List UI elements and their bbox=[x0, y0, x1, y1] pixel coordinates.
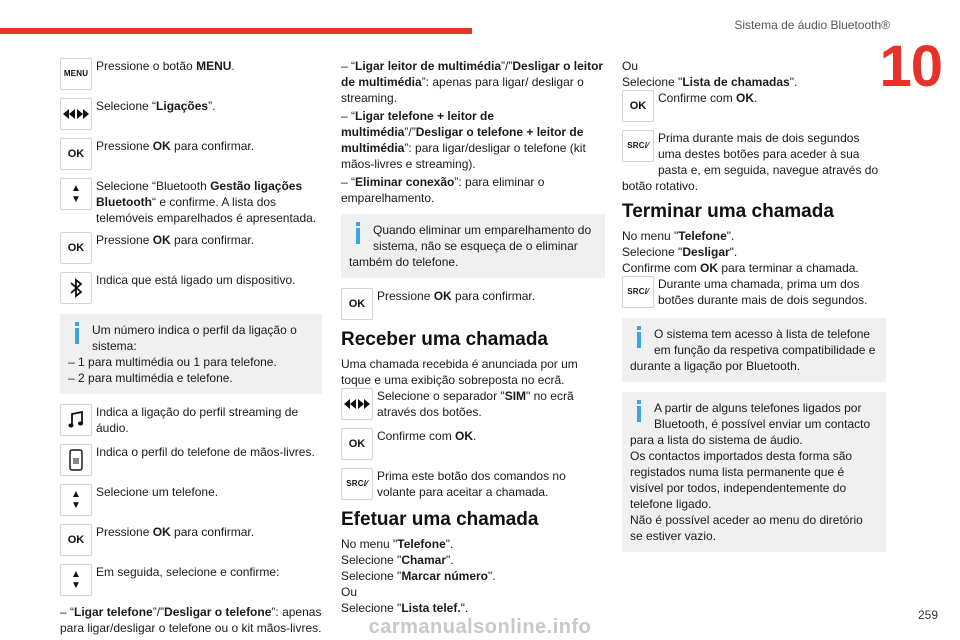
text: ”/” bbox=[404, 125, 416, 139]
ok-button-icon: OK bbox=[341, 428, 373, 460]
text-bold: Ligar leitor de multimédia bbox=[355, 59, 502, 73]
src-steering-button-icon: SRC/⁄ bbox=[622, 276, 654, 308]
step-ok bbox=[60, 138, 322, 172]
text: para confirmar. bbox=[451, 289, 536, 303]
text-bold: Gestão ligações Bluetooth bbox=[96, 179, 303, 209]
ok-button-icon: OK bbox=[60, 524, 92, 556]
info-icon bbox=[630, 326, 648, 348]
menu-button-icon: MENU bbox=[60, 58, 92, 90]
text: “ e confirme. A lista dos telemóveis emparelhados é apresentada. bbox=[96, 195, 317, 225]
info-box-contacts bbox=[622, 392, 886, 552]
text: No menu " bbox=[341, 537, 398, 551]
info-text: Quando eliminar um emparelhamento do sistema, não se esqueça de o eliminar também do telefone. bbox=[349, 223, 592, 269]
line bbox=[341, 536, 605, 552]
text: Pressione bbox=[96, 139, 153, 153]
step-ok-3 bbox=[60, 524, 322, 558]
text: Prima durante mais de dois segundos uma destes botões para aceder à sua pasta e, em seguida, navegue através do botão rotativo. bbox=[622, 131, 879, 193]
heading-make-call: Efetuar uma chamada bbox=[341, 509, 539, 530]
text-bold: Marcar número bbox=[401, 569, 489, 583]
text: Selecione “Bluetooth bbox=[96, 179, 211, 193]
audio-streaming-row bbox=[60, 404, 322, 438]
text-bold: OK bbox=[152, 233, 171, 247]
text-bold: Eliminar conexão bbox=[355, 175, 455, 189]
text-bold: Desligar bbox=[682, 245, 730, 259]
text: ”: para ligar/desligar o telefone (kit mãos-livres e streaming). bbox=[341, 141, 586, 171]
left-right-arrows-icon bbox=[60, 98, 92, 130]
text-bold: OK bbox=[152, 525, 171, 539]
text: ". bbox=[446, 553, 454, 567]
text-bold: OK bbox=[455, 429, 474, 443]
step-confirm-ok bbox=[341, 428, 605, 462]
text: ”: apenas para ligar/ desligar o streaming. bbox=[341, 75, 584, 105]
line bbox=[622, 74, 886, 90]
info-list-item: – 2 para multimédia e telefone. bbox=[68, 371, 233, 385]
ok-button-icon: OK bbox=[60, 232, 92, 264]
text-bold: Ligar telefone bbox=[74, 605, 153, 619]
text: Selecione " bbox=[341, 601, 402, 615]
text: ". bbox=[729, 245, 738, 259]
text: Confirme com bbox=[377, 429, 456, 443]
text-bold: Lista de chamadas bbox=[682, 75, 790, 89]
text-bold: OK bbox=[433, 289, 452, 303]
up-down-arrows-icon: ▲ ▼ bbox=[60, 484, 92, 516]
text: Selecione o separador " bbox=[377, 389, 505, 403]
handsfree-row bbox=[60, 444, 322, 478]
text: ". bbox=[445, 537, 454, 551]
text: Em seguida, selecione e confirme: bbox=[96, 565, 280, 579]
text: – “ bbox=[341, 175, 356, 189]
bluetooth-icon bbox=[60, 272, 92, 304]
text-bold: OK bbox=[152, 139, 171, 153]
text: para confirmar. bbox=[170, 233, 255, 247]
column-3 bbox=[622, 58, 886, 562]
text-bold: Telefone bbox=[678, 229, 727, 243]
option-phone-media bbox=[341, 108, 605, 172]
step-confirm-ok bbox=[622, 90, 886, 124]
paragraph: Uma chamada recebida é anunciada por um toque e uma exibição sobreposta no ecrã. bbox=[341, 357, 578, 387]
src-steering-button-icon: SRC/⁄ bbox=[622, 130, 654, 162]
bluetooth-connected-row bbox=[60, 272, 322, 306]
text: para confirmar. bbox=[170, 139, 255, 153]
phone-handset-icon bbox=[60, 444, 92, 476]
text: – “ bbox=[60, 605, 75, 619]
text: ". bbox=[488, 569, 496, 583]
text-bold: Chamar bbox=[401, 553, 446, 567]
select-phone-row bbox=[60, 484, 322, 518]
step-bluetooth-management bbox=[60, 178, 322, 226]
text: Indica a ligação do perfil streaming de áudio. bbox=[96, 405, 299, 435]
text: Indica que está ligado um dispositivo. bbox=[96, 273, 296, 287]
text: ”: para eliminar o emparelhamento. bbox=[341, 175, 545, 205]
text: Selecione " bbox=[341, 569, 402, 583]
line: Ou bbox=[622, 59, 639, 73]
ok-button-icon: OK bbox=[622, 90, 654, 122]
text: ". bbox=[789, 75, 798, 89]
text: ". bbox=[460, 601, 469, 615]
text: ”/” bbox=[501, 59, 513, 73]
info-list-item: – 1 para multimédia ou 1 para telefone. bbox=[68, 355, 277, 369]
text: Selecione " bbox=[622, 245, 683, 259]
info-icon bbox=[68, 322, 86, 344]
src-steering-button-icon: SRC/⁄ bbox=[341, 468, 373, 500]
line bbox=[341, 552, 605, 568]
info-box-delete bbox=[341, 214, 605, 278]
music-note-icon bbox=[60, 404, 92, 436]
text: Pressione bbox=[96, 525, 153, 539]
step-ok-2 bbox=[60, 232, 322, 266]
text-bold: OK bbox=[700, 261, 719, 275]
text-bold: Desligar o telefone + leitor de multimédia bbox=[341, 125, 584, 155]
text-bold: Lista telef. bbox=[401, 601, 461, 615]
text: – “ bbox=[341, 59, 356, 73]
text: . bbox=[231, 59, 235, 73]
text: Pressione bbox=[96, 233, 153, 247]
step-menu bbox=[60, 58, 322, 92]
text-bold: MENU bbox=[196, 59, 232, 73]
text: No menu " bbox=[622, 229, 679, 243]
option-delete-connection bbox=[341, 174, 605, 206]
info-text: Um número indica o perfil da ligação o sistema: bbox=[92, 323, 297, 353]
header-accent-bar bbox=[0, 28, 472, 34]
info-box-profile bbox=[60, 314, 322, 394]
line bbox=[622, 260, 886, 276]
chapter-number: 10 bbox=[879, 34, 942, 99]
step-steering-accept bbox=[341, 468, 605, 502]
heading-receive-call: Receber uma chamada bbox=[341, 329, 548, 350]
text: para confirmar. bbox=[170, 525, 255, 539]
column-1 bbox=[60, 58, 322, 638]
heading-end-call: Terminar uma chamada bbox=[622, 201, 834, 222]
watermark: carmanualsonline.info bbox=[368, 616, 592, 638]
page-number: 259 bbox=[917, 608, 938, 622]
info-icon bbox=[349, 222, 367, 244]
line: Ou bbox=[341, 585, 358, 599]
option-media bbox=[341, 58, 605, 106]
text: . bbox=[473, 429, 477, 443]
text: Confirme com bbox=[658, 91, 737, 105]
text-bold: Ligar telefone + leitor de multimédia bbox=[341, 109, 495, 139]
text-bold: Desligar o leitor de multimédia bbox=[341, 59, 604, 89]
info-text: Os contactos importados desta forma são registados numa lista permanente que é visível por todos, independentemente do telefone ligado. bbox=[630, 449, 853, 511]
text-bold: Ligações bbox=[156, 99, 209, 113]
step-steering-end bbox=[622, 276, 886, 310]
text: – “ bbox=[341, 109, 356, 123]
step-select-yes bbox=[341, 388, 605, 422]
line bbox=[622, 228, 886, 244]
text: Pressione bbox=[377, 289, 434, 303]
text: Selecione um telefone. bbox=[96, 485, 219, 499]
text: para terminar a chamada. bbox=[718, 261, 859, 275]
column-2 bbox=[341, 58, 605, 616]
text: ”: apenas para ligar/desligar o telefone ou o kit mãos-livres. bbox=[60, 605, 322, 635]
text: Durante uma chamada, prima um dos botões durante mais de dois segundos. bbox=[658, 277, 868, 307]
info-icon bbox=[630, 400, 648, 422]
step-select-calls bbox=[60, 98, 322, 132]
text: ”/” bbox=[152, 605, 165, 619]
line bbox=[341, 600, 605, 616]
text-bold: Desligar o telefone bbox=[164, 605, 272, 619]
info-text: Não é possível aceder ao menu do diretório se estiver vazio. bbox=[630, 513, 863, 543]
select-confirm-row bbox=[60, 564, 322, 598]
text: " no ecrã através dos botões. bbox=[377, 389, 574, 419]
line bbox=[622, 244, 886, 260]
text: Selecione " bbox=[622, 75, 683, 89]
line bbox=[341, 568, 605, 584]
text: Pressione o botão bbox=[96, 59, 197, 73]
info-text: A partir de alguns telefones ligados por Bluetooth, é possível enviar um contacto para a lista do sistema de áudio. bbox=[630, 401, 871, 447]
ok-button-icon: OK bbox=[341, 288, 373, 320]
text: ". bbox=[726, 229, 735, 243]
left-right-arrows-icon bbox=[341, 388, 373, 420]
text: ”. bbox=[208, 99, 216, 113]
text-bold: Telefone bbox=[397, 537, 446, 551]
info-box-phonebook bbox=[622, 318, 886, 382]
up-down-arrows-icon: ▲ ▼ bbox=[60, 178, 92, 210]
text-bold: SIM bbox=[504, 389, 527, 403]
info-text: O sistema tem acesso à lista de telefone em função da respetiva compatibilidade e durante a ligação por Bluetooth. bbox=[630, 327, 876, 373]
text-bold: OK bbox=[736, 91, 755, 105]
text: Selecione “ bbox=[96, 99, 157, 113]
up-down-arrows-icon: ▲ ▼ bbox=[60, 564, 92, 596]
text: Selecione " bbox=[341, 553, 402, 567]
section-title: Sistema de áudio Bluetooth® bbox=[734, 18, 890, 32]
step-steering-folder bbox=[622, 130, 886, 194]
text: Confirme com bbox=[622, 261, 701, 275]
text: . bbox=[754, 91, 758, 105]
ok-button-icon: OK bbox=[60, 138, 92, 170]
step-ok bbox=[341, 288, 605, 322]
text: Prima este botão dos comandos no volante para aceitar a chamada. bbox=[377, 469, 566, 499]
text: Indica o perfil do telefone de mãos-livres. bbox=[96, 445, 315, 459]
